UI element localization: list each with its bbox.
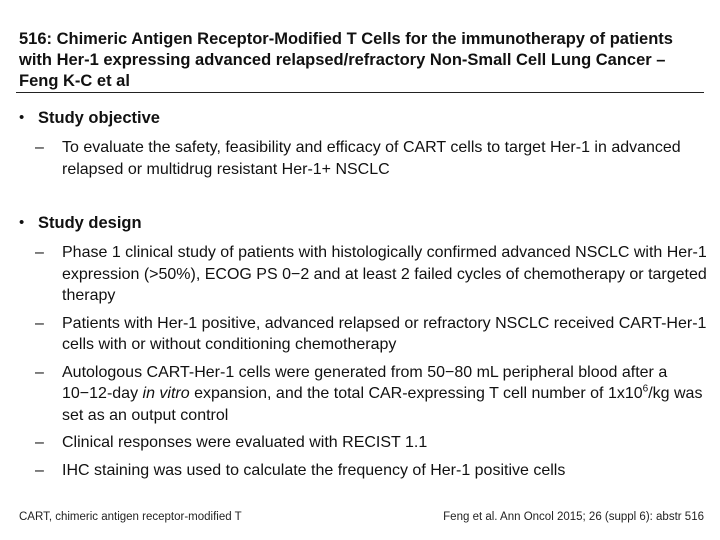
dash-icon: – xyxy=(35,244,44,261)
objective-bullet xyxy=(19,108,709,128)
design-item-recist: Clinical responses were evaluated with RECIST 1.1 xyxy=(62,434,428,451)
generation-text-3: /kg was set as an output control xyxy=(62,385,703,424)
list-item xyxy=(35,313,709,356)
design-bullet xyxy=(19,213,709,233)
generation-italic: in vitro xyxy=(142,385,190,402)
bullet-icon: • xyxy=(19,109,25,126)
list-item xyxy=(35,460,709,482)
list-item xyxy=(35,362,709,427)
dash-icon: – xyxy=(35,434,44,451)
design-item-ihc: IHC staining was used to calculate the frequency of Her-1 positive cells xyxy=(62,461,566,479)
list-item xyxy=(35,242,709,307)
list-item xyxy=(35,432,709,454)
bullet-icon: • xyxy=(19,214,25,231)
design-item-generation xyxy=(62,362,709,427)
slide-title: 516: Chimeric Antigen Receptor-Modified T Cells for the immunotherapy of patients with Her-1 expressing advanced relapsed/refractory Non-Small Cell Lung Cancer – Feng K-C et al xyxy=(19,30,673,90)
list-item xyxy=(35,137,709,180)
footer-abbreviation: CART, chimeric antigen receptor-modified T xyxy=(19,511,242,523)
objective-section xyxy=(19,108,709,180)
generation-text-2: expansion, and the total CAR-expressing T cell number of 1x10 xyxy=(189,385,643,402)
footer-citation: Feng et al. Ann Oncol 2015; 26 (suppl 6): abstr 516 xyxy=(443,511,704,523)
objective-list xyxy=(19,137,709,180)
dash-icon: – xyxy=(35,363,44,381)
design-section xyxy=(19,213,709,481)
objective-heading: Study objective xyxy=(38,109,160,127)
dash-icon: – xyxy=(35,314,44,332)
design-item-patients: Patients with Her-1 positive, advanced relapsed or refractory NSCLC received CART-Her-1 cells with or without conditioning chemotherapy xyxy=(62,314,707,353)
design-heading: Study design xyxy=(38,214,142,232)
objective-text: To evaluate the safety, feasibility and efficacy of CART cells to target Her-1 in advanced relapsed or multidrug resistant Her-1+ NSCLC xyxy=(62,139,681,178)
generation-superscript: 6 xyxy=(642,383,649,395)
title-divider xyxy=(16,92,704,93)
design-list xyxy=(19,242,709,481)
design-item-phase: Phase 1 clinical study of patients with histologically confirmed advanced NSCLC with Her-1 expression (>50%), ECOG PS 0−2 and at least 2 failed cycles of chemotherapy or targeted therapy xyxy=(62,244,707,304)
generation-text-1: Autologous CART-Her-1 cells were generated from 50−80 mL peripheral blood after a 10−12-day xyxy=(62,363,668,402)
dash-icon: – xyxy=(35,139,44,156)
dash-icon: – xyxy=(35,461,44,479)
